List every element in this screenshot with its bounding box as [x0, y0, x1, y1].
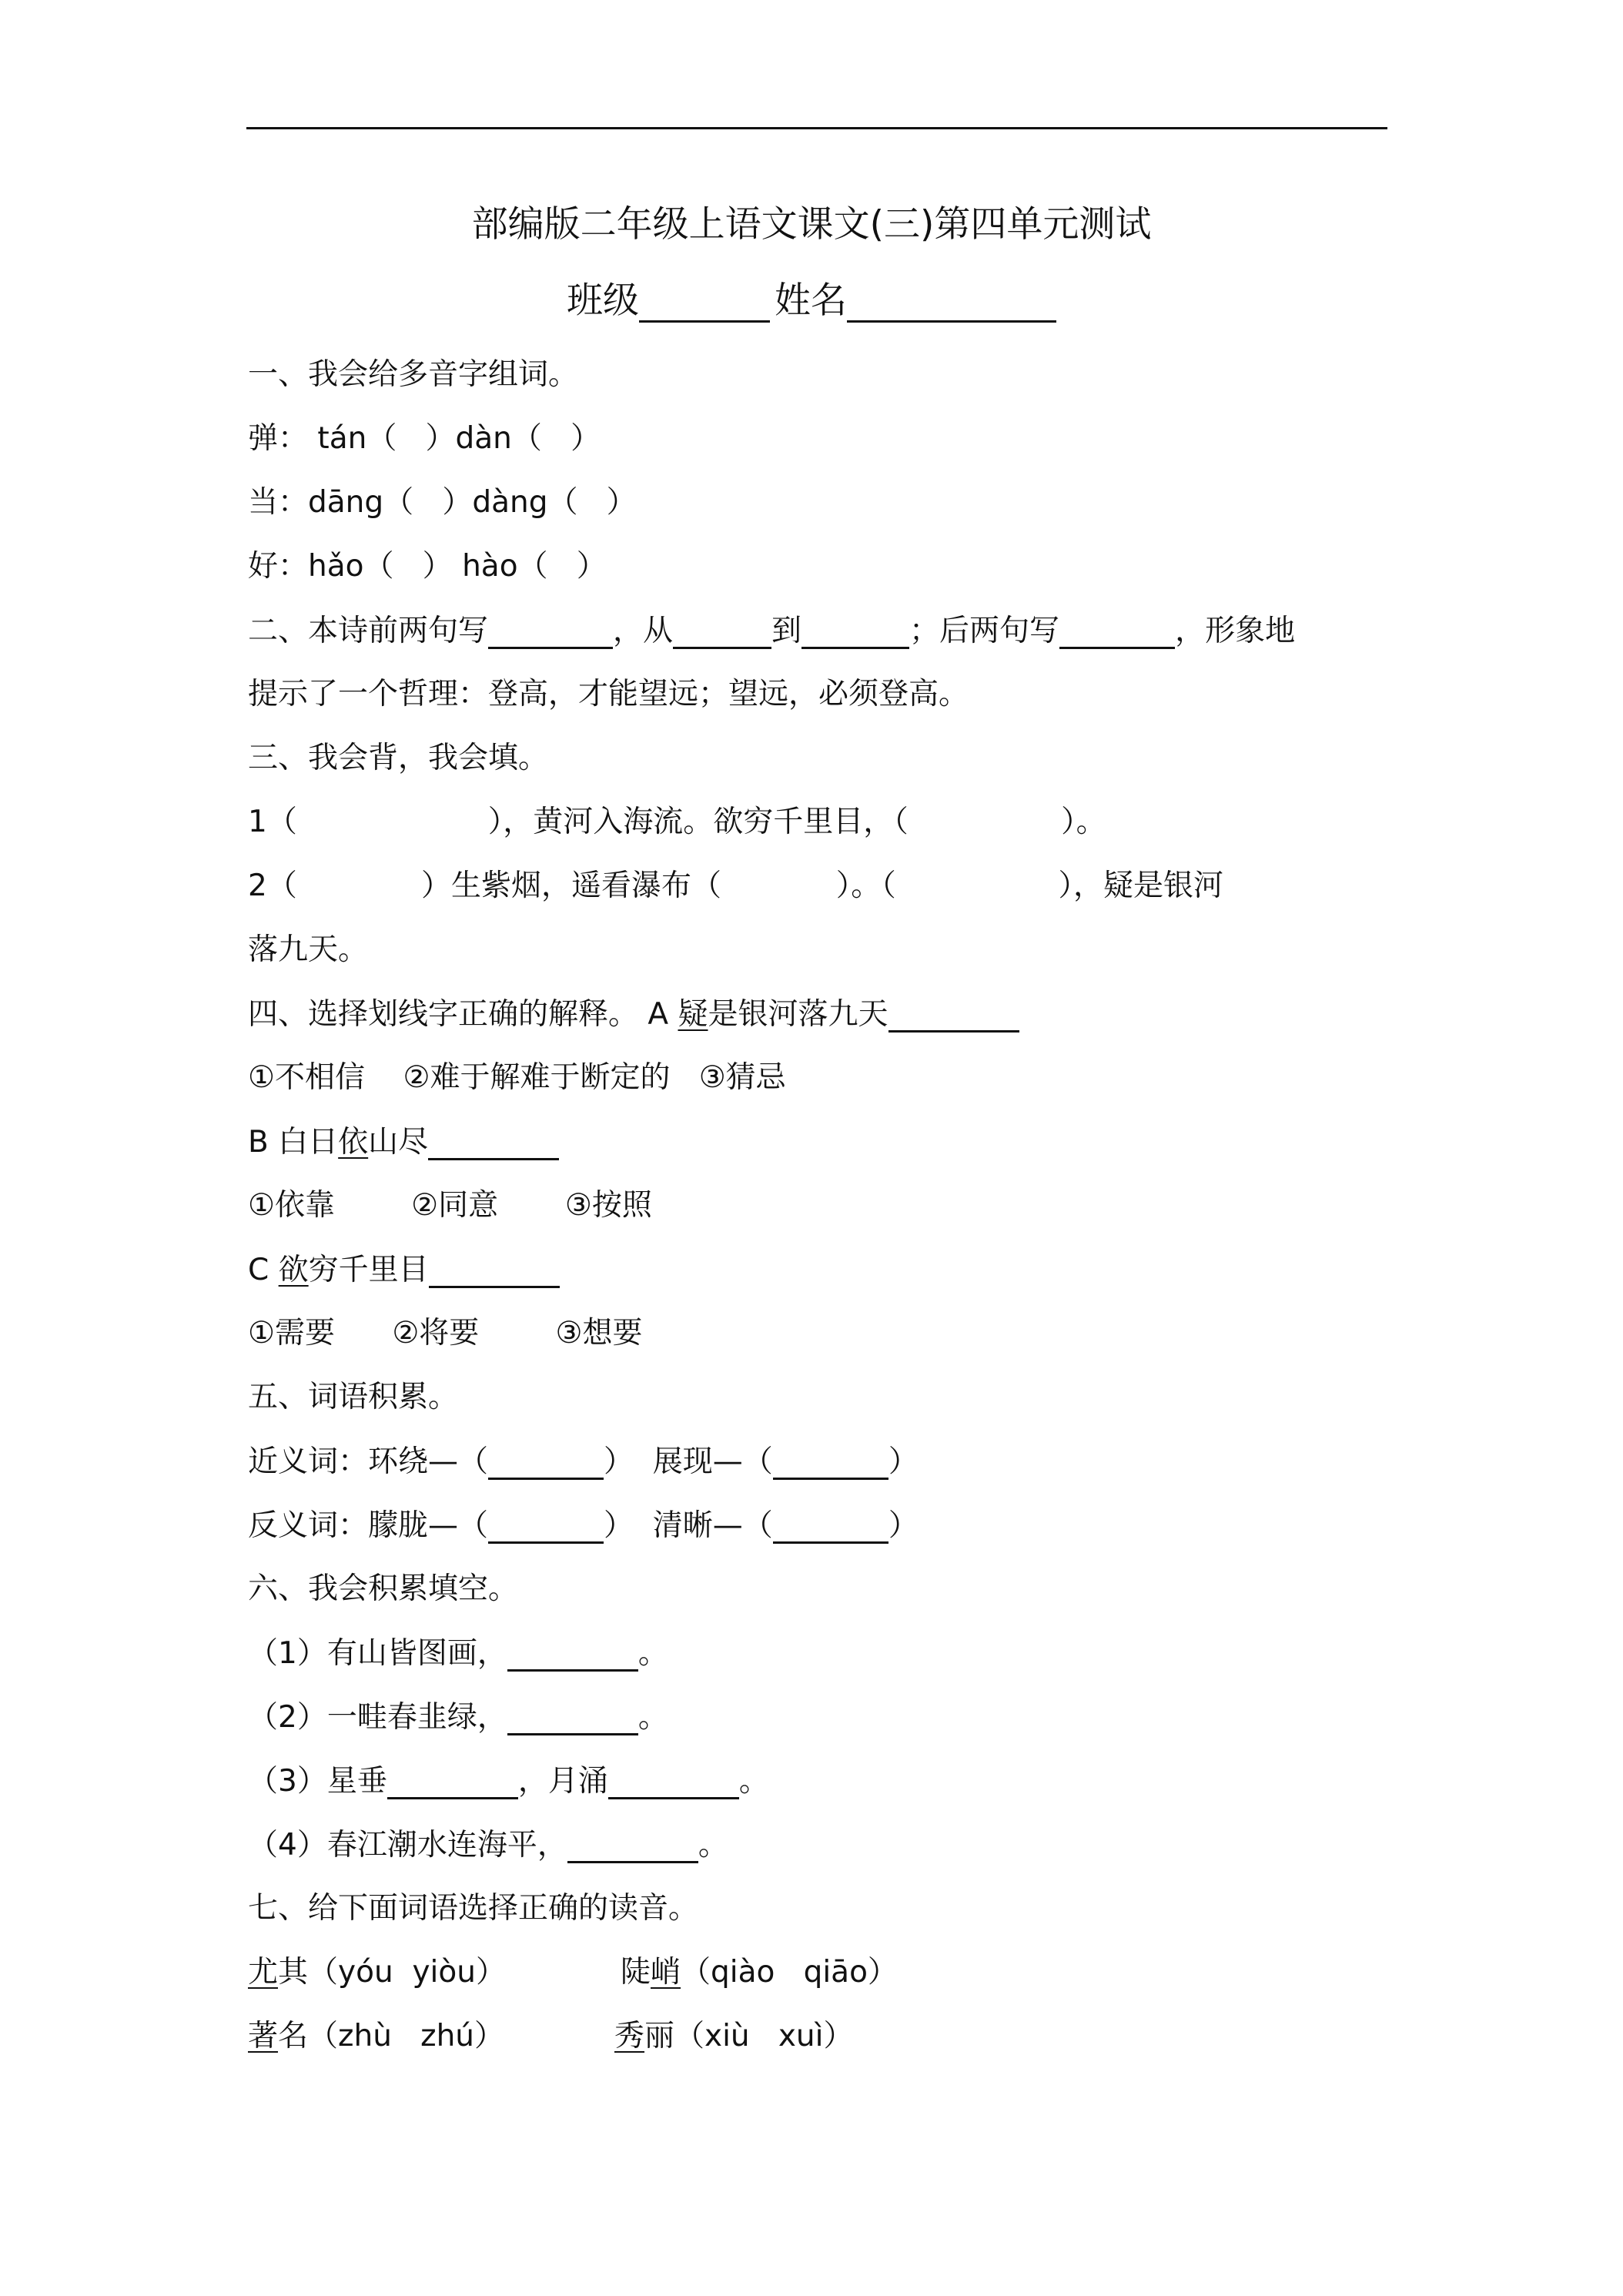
question-b [248, 1126, 559, 1160]
recite-question-1[interactable]: 1（ ），黄河入海流。欲穷千里目，（ ）。 [248, 805, 1106, 839]
s4-text: 穷千里目 [308, 1253, 429, 1288]
recite-question-2-cont: 落九天。 [248, 932, 369, 967]
section-4-heading [248, 999, 1019, 1033]
s2-text: 到 [771, 614, 802, 649]
reading-item-2[interactable] [621, 1955, 898, 1990]
s5-text: ） [888, 1508, 919, 1544]
page-title: 部编版二年级上语文课文(三)第四单元测试 [471, 203, 1152, 246]
s6-text: 。 [637, 1700, 668, 1735]
underlined-char: 秀 [614, 2019, 645, 2053]
answer-blank[interactable] [507, 1702, 638, 1735]
name-field[interactable] [847, 283, 1056, 323]
fill-question-2 [248, 1702, 668, 1735]
polyphone-row [248, 549, 607, 584]
answer-blank[interactable] [428, 1126, 559, 1160]
underlined-char: 峭 [651, 1955, 681, 1990]
reading-item-1[interactable] [248, 1955, 506, 1990]
polyphone-char: 当： [248, 485, 309, 520]
polyphone-char: 好： [248, 549, 309, 584]
s4-text: B 白日 [248, 1125, 339, 1160]
s2-text: ，形象地 [1175, 614, 1296, 649]
s2-text: ，从 [613, 614, 674, 649]
answer-blank[interactable] [488, 1446, 604, 1480]
s6-text: 。 [738, 1764, 769, 1799]
s6-text: 。 [637, 1636, 668, 1672]
header-rule [246, 127, 1387, 129]
s4-heading-text: 四、选择划线字正确的解释。 A [248, 997, 678, 1033]
s6-text: 。 [698, 1828, 728, 1863]
s6-text: （4）春江潮水连海平， [248, 1828, 567, 1863]
polyphone-char: 弹： [248, 421, 309, 456]
s4-text: C [248, 1253, 279, 1288]
class-label: 班级 [567, 279, 639, 323]
answer-blank[interactable] [387, 1766, 518, 1799]
s5-text: 反义词：朦胧—（ [248, 1508, 489, 1544]
underlined-char: 依 [338, 1125, 369, 1160]
s7-text: 陡 [621, 1955, 651, 1990]
reading-options: 丽（xiù xuì） [644, 2019, 854, 2053]
section-5-heading: 五、词语积累。 [248, 1380, 459, 1414]
answer-blank[interactable] [429, 1254, 560, 1288]
underlined-char: 欲 [278, 1253, 309, 1288]
section-7-heading: 七、给下面词语选择正确的读音。 [248, 1891, 699, 1926]
answer-blank[interactable] [1059, 615, 1175, 649]
s6-text: （1）有山皆图画， [248, 1636, 507, 1672]
answer-blank[interactable] [608, 1766, 739, 1799]
reading-options: （qiào qiāo） [681, 1955, 898, 1990]
choice-options-a[interactable]: ①不相信 ②难于解难于断定的 ③猜忌 [248, 1060, 786, 1095]
synonym-row [248, 1446, 919, 1480]
section-3-heading: 三、我会背，我会填。 [248, 741, 549, 775]
polyphone-options[interactable]: hǎo（ ） hào（ ） [308, 549, 607, 584]
s5-text: 近义词：环绕—（ [248, 1444, 489, 1480]
polyphone-options[interactable]: dāng（ ）dàng（ ） [308, 485, 637, 520]
answer-blank[interactable] [888, 999, 1019, 1033]
underlined-char: 尤 [248, 1955, 279, 1990]
answer-blank[interactable] [801, 615, 909, 649]
fill-question-4 [248, 1829, 728, 1863]
answer-blank[interactable] [488, 615, 613, 649]
s5-text: ） 展现—（ [604, 1444, 773, 1480]
section-2-line-1 [248, 615, 1295, 649]
reading-options: 其（yóu yiòu） [278, 1955, 506, 1990]
answer-blank[interactable] [773, 1510, 888, 1544]
reading-item-3[interactable] [248, 2021, 504, 2051]
s5-text: ） [888, 1444, 919, 1480]
answer-blank[interactable] [507, 1638, 638, 1672]
class-field[interactable] [639, 283, 770, 323]
recite-question-2[interactable]: 2（ ）生紫烟，遥看瀑布（ ）。（ ），疑是银河 [248, 869, 1223, 903]
polyphone-row [248, 423, 601, 454]
s6-text: （2）一畦春韭绿， [248, 1700, 507, 1735]
answer-blank[interactable] [773, 1446, 888, 1480]
fill-question-3 [248, 1766, 769, 1799]
s4-text: 是银河落九天 [708, 997, 888, 1033]
reading-options: 名（zhù zhú） [278, 2019, 505, 2053]
answer-blank[interactable] [673, 615, 771, 649]
s6-text: ，月涌 [517, 1764, 608, 1799]
section-1-heading: 一、我会给多音字组词。 [248, 357, 579, 392]
choice-options-c[interactable]: ①需要 ②将要 ③想要 [248, 1316, 643, 1350]
student-info-line [0, 279, 1623, 323]
s2-text: ；后两句写 [909, 614, 1060, 649]
section-6-heading: 六、我会积累填空。 [248, 1571, 519, 1606]
s6-text: （3）星垂 [248, 1764, 387, 1799]
fill-question-1 [248, 1638, 668, 1672]
polyphone-row [248, 485, 637, 520]
antonym-row [248, 1510, 919, 1544]
question-c [248, 1254, 560, 1288]
polyphone-options[interactable]: tán（ ）dàn（ ） [308, 421, 601, 456]
underlined-char: 著 [248, 2019, 279, 2053]
s5-text: ） 清晰—（ [604, 1508, 773, 1544]
choice-options-b[interactable]: ①依靠 ②同意 ③按照 [248, 1188, 652, 1223]
answer-blank[interactable] [567, 1829, 698, 1863]
underlined-char: 疑 [678, 997, 708, 1033]
section-2-line-2: 提示了一个哲理：登高，才能望远；望远，必须登高。 [248, 677, 969, 711]
reading-item-4[interactable] [614, 2021, 853, 2051]
s2-text: 二、本诗前两句写 [248, 614, 489, 649]
answer-blank[interactable] [488, 1510, 604, 1544]
name-label: 姓名 [775, 279, 847, 323]
s4-text: 山尽 [368, 1125, 429, 1160]
